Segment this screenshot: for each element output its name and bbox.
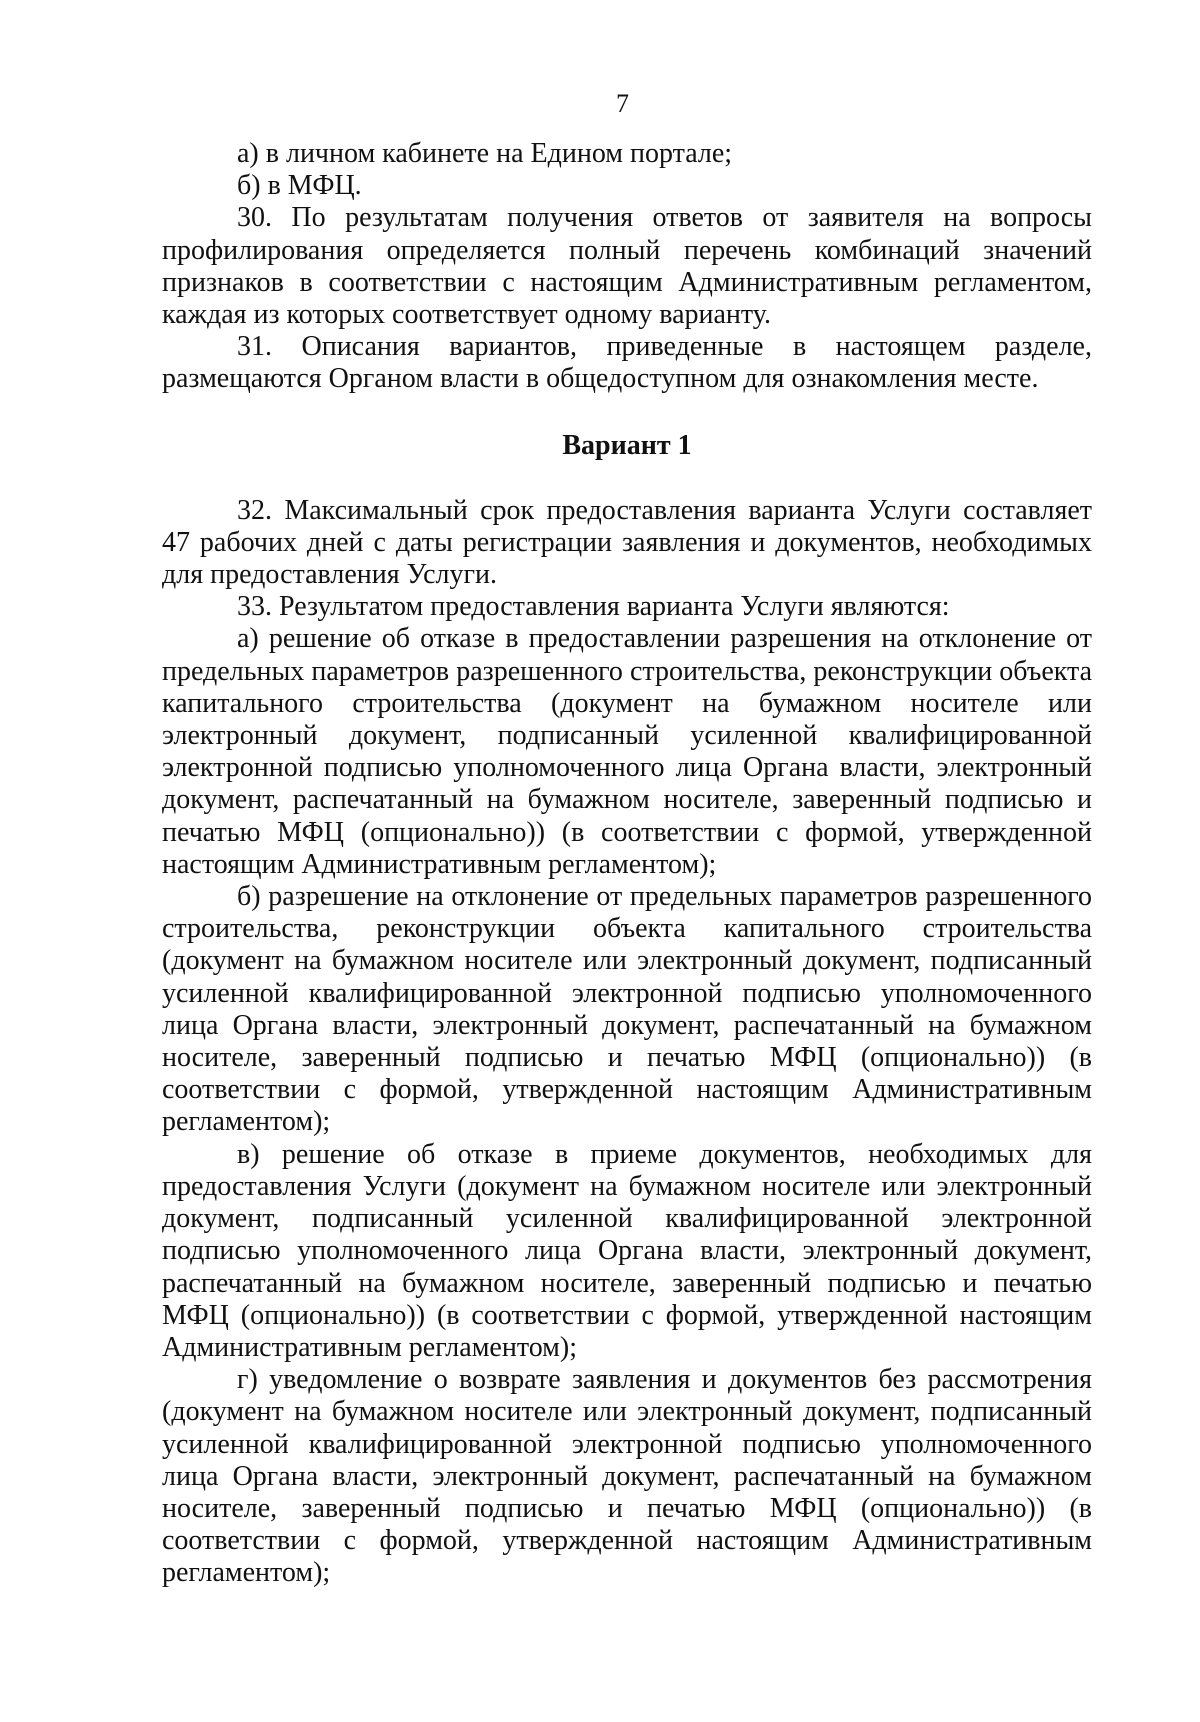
result-item-b: б) разрешение на отклонение от предельных параметров разрешенного строительства, реконструкции объекта капитального строительства (документ на бумажном носителе или электронный документ, подписанный усиленной квалифицированной электронной подписью уполномоченного лица Органа власти, электронный документ, распечатанный на бумажном носителе, заверенный подписью и печатью МФЦ (опционально)) (в соответствии с формой, утвержденной настоящим Административным регламентом); <box>162 881 1092 1138</box>
list-item-b-mfc: б) в МФЦ. <box>237 170 362 202</box>
paragraph-33: 33. Результатом предоставления варианта Услуги являются: <box>237 591 950 623</box>
list-item-a-personal-account: а) в личном кабинете на Едином портале; <box>237 138 733 169</box>
document-body <box>162 138 1092 1590</box>
paragraph-30: 30. По результатам получения ответов от заявителя на вопросы профилирования определяется полный перечень комбинаций значений признаков в соответствии с настоящим Административным регламентом, каждая из которых соответствует одному варианту. <box>162 202 1092 331</box>
result-item-g: г) уведомление о возврате заявления и документов без рассмотрения (документ на бумажном носителе или электронный документ, подписанный усиленной квалифицированной электронной подписью уполномоченного лица Органа власти, электронный документ, распечатанный на бумажном носителе, заверенный подписью и печатью МФЦ (опционально)) (в соответствии с формой, утвержденной настоящим Административным регламентом); <box>162 1364 1092 1589</box>
section-heading-variant-1: Вариант 1 <box>562 429 692 461</box>
paragraph-31: 31. Описания вариантов, приведенные в настоящем разделе, размещаются Органом власти в общедоступном для ознакомления месте. <box>162 331 1092 395</box>
paragraph-32: 32. Максимальный срок предоставления варианта Услуги составляет 47 рабочих дней с даты регистрации заявления и документов, необходимых для предоставления Услуги. <box>162 494 1092 591</box>
result-item-v: в) решение об отказе в приеме документов, необходимых для предоставления Услуги (документ на бумажном носителе или электронный документ, подписанный усиленной квалифицированной электронной подписью уполномоченного лица Органа власти, электронный документ, распечатанный на бумажном носителе, заверенный подписью и печатью МФЦ (опционально)) (в соответствии с формой, утвержденной настоящим Административным регламентом); <box>162 1138 1092 1363</box>
result-item-a: а) решение об отказе в предоставлении разрешения на отклонение от предельных параметров разрешенного строительства, реконструкции объекта капитального строительства (документ на бумажном носителе или электронный документ, подписанный усиленной квалифицированной электронной подписью уполномоченного лица Органа власти, электронный документ, распечатанный на бумажном носителе, заверенный подписью и печатью МФЦ (опционально)) (в соответствии с формой, утвержденной настоящим Административным регламентом); <box>162 623 1092 880</box>
page-number: 7 <box>616 89 629 118</box>
